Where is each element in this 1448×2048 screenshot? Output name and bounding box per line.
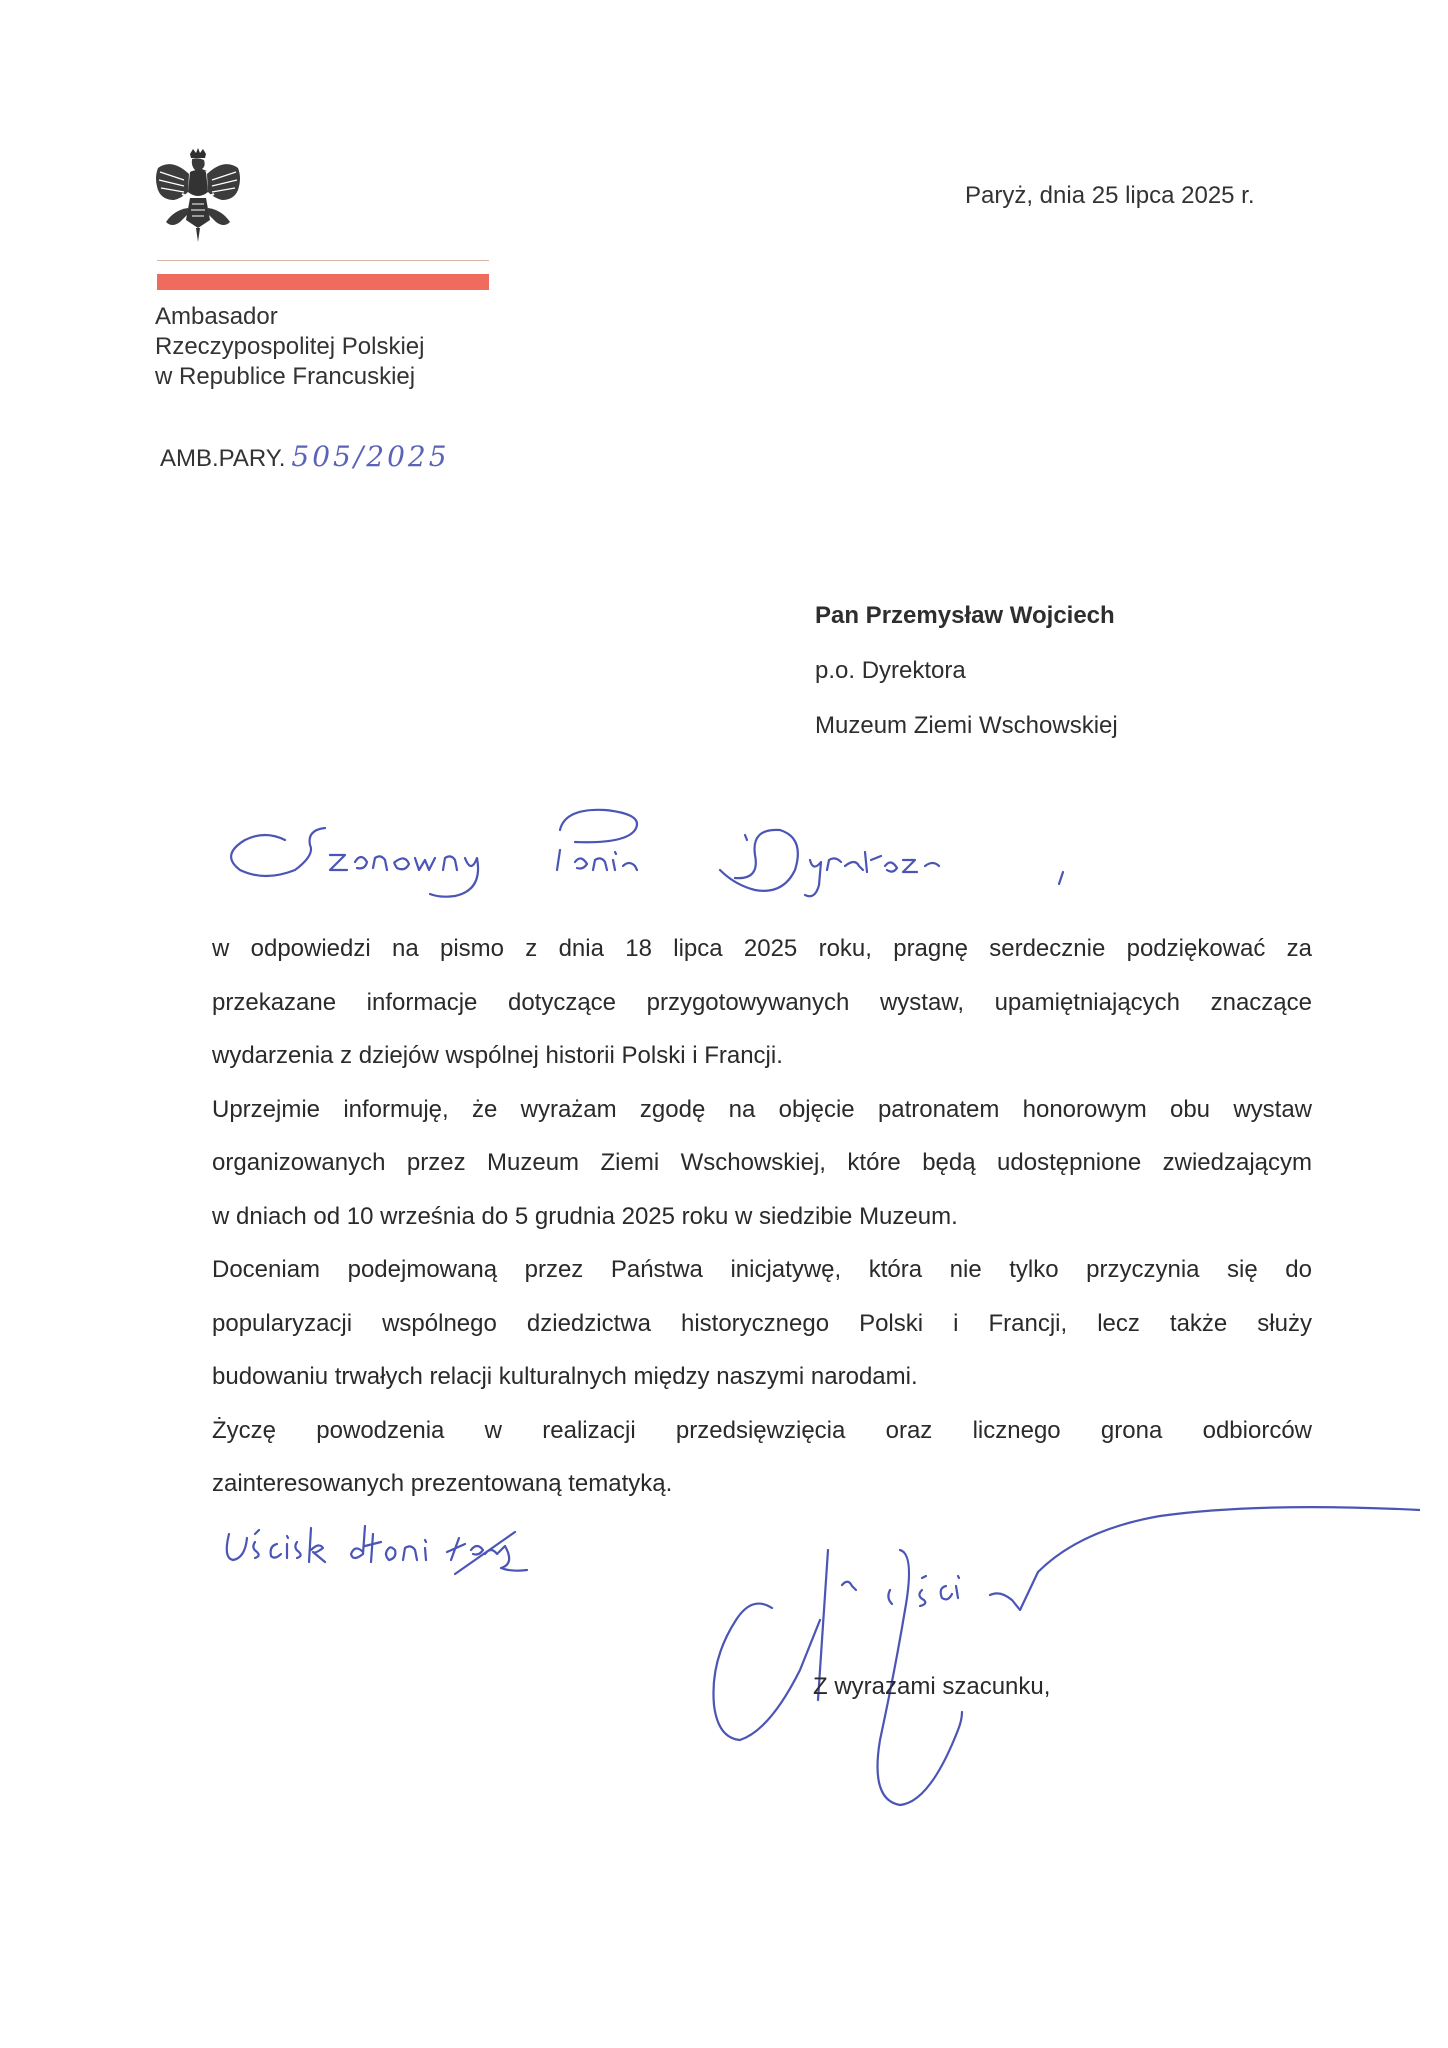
body-line: w dniach od 10 września do 5 grudnia 2025 roku w siedzibie Muzeum. (212, 1202, 958, 1230)
sender-line: Ambasador (155, 303, 278, 330)
recipient-block (815, 598, 1118, 763)
body-line: popularyzacji wspólnego dziedzictwa historycznego Polski i Francji, lecz także służy (212, 1309, 1312, 1337)
reference-prefix: AMB.PARY. (160, 445, 286, 472)
letterhead-thin-rule (157, 260, 489, 261)
reference-handwritten-number: 505/2025 (291, 440, 450, 473)
handwritten-closing (215, 1508, 675, 1588)
body-line: organizowanych przez Muzeum Ziemi Wschowskiej, które będą udostępnione zwiedzającym (212, 1149, 1312, 1176)
body-line: wydarzenia z dziejów wspólnej historii Polski i Francji. (212, 1042, 783, 1069)
recipient-name: Pan Przemysław Wojciech (815, 602, 1115, 629)
sender-line: Rzeczypospolitej Polskiej (155, 333, 425, 360)
handwritten-salutation (215, 800, 1115, 910)
letter-body (212, 922, 1312, 1511)
date-line: Paryż, dnia 25 lipca 2025 r. (965, 182, 1255, 209)
body-line: przekazane informacje dotyczące przygotowywanych wystaw, upamiętniających znaczące (212, 988, 1312, 1016)
body-line: w odpowiedzi na pismo z dnia 18 lipca 2025 roku, pragnę serdecznie podziękować za (212, 935, 1312, 962)
body-line: Doceniam podejmowaną przez Państwa inicjatywę, która nie tylko przyczynia się do (212, 1256, 1312, 1283)
body-line: Uprzejmie informuję, że wyrażam zgodę na objęcie patronatem honorowym obu wystaw (212, 1095, 1312, 1123)
sender-block (155, 302, 424, 392)
sender-line: w Republice Francuskiej (155, 363, 416, 390)
reference-number (160, 440, 450, 473)
body-line: zainteresowanych prezentowaną tematyką. (212, 1470, 673, 1497)
complimentary-close: Z wyrazami szacunku, (813, 1673, 1051, 1700)
handwritten-signature (700, 1490, 1420, 1840)
recipient-title: p.o. Dyrektora (815, 657, 966, 684)
letterhead-red-bar (157, 274, 489, 290)
body-line: budowaniu trwałych relacji kulturalnych między naszymi narodami. (212, 1363, 918, 1390)
polish-eagle-emblem-icon (152, 148, 244, 244)
recipient-institution: Muzeum Ziemi Wschowskiej (815, 712, 1118, 739)
body-line: Życzę powodzenia w realizacji przedsięwzięcia oraz licznego grona odbiorców (212, 1416, 1312, 1444)
